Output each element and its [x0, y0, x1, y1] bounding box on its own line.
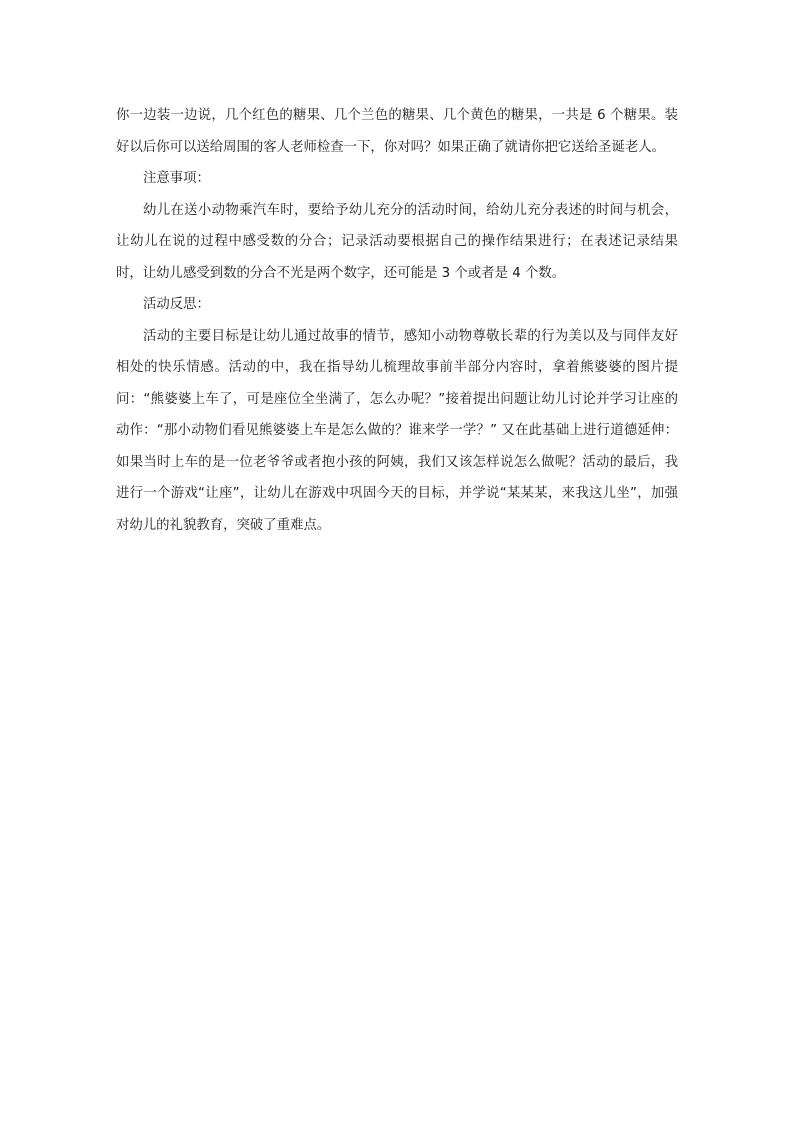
reflection-heading: 活动反思：	[143, 297, 210, 312]
paragraph-intro-continued: 你一边装一边说，几个红色的糖果、几个兰色的糖果、几个黄色的糖果，一共是 6 个糖果。装好以后你可以送给周围的客人老师检查一下，你对吗？如果正确了就请你把它送给圣诞老人。	[116, 108, 678, 155]
paragraph-reflection: 活动的主要目标是让幼儿通过故事的情节，感知小动物尊敬长辈的行为美以及与同伴友好相处的快乐情感。活动的中，我在指导幼儿梳理故事前半部分内容时，拿着熊婆婆的图片提问：“熊婆婆上车了，可是座位全坐满了，怎么办呢？”接着提出问题让幼儿讨论并学习让座的动作：“那小动物们看见熊婆婆上车是怎么做的？谁来学一学？” 又在此基础上进行道德延伸：如果当时上车的是一位老爷爷或者抱小孩的阿姨，我们又该怎样说怎么做呢？活动的最后，我进行一个游戏“让座”，让幼儿在游戏中巩固今天的目标，并学说“某某某，来我这儿坐”，加强对幼儿的礼貌教育，突破了重难点。	[116, 328, 678, 533]
document-body	[116, 100, 678, 541]
paragraph-notes: 幼儿在送小动物乘汽车时，要给予幼儿充分的活动时间，给幼儿充分表述的时间与机会，让幼儿在说的过程中感受数的分合；记录活动要根据自己的操作结果进行；在表述记录结果时，让幼儿感受到数的分合不光是两个数字，还可能是 3 个或者是 4 个数。	[116, 202, 678, 281]
notes-heading: 注意事项：	[143, 171, 210, 186]
